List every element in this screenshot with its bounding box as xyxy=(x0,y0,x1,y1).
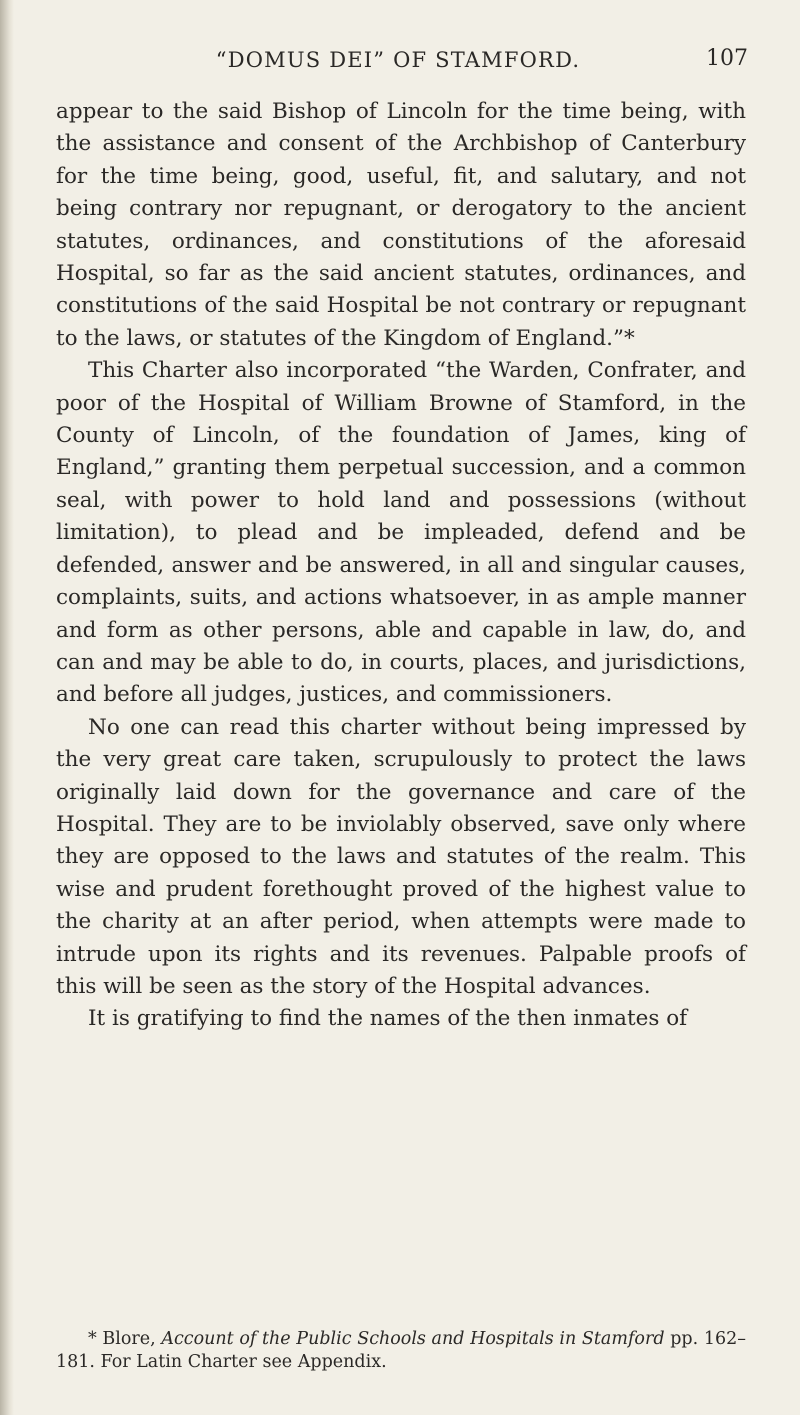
paragraph: It is gratifying to find the names of the then inmates of xyxy=(88,1006,688,1032)
footnote-title: Account of the Public Schools and Hospitals in Stamford xyxy=(161,1329,665,1349)
page-number: 107 xyxy=(706,46,748,71)
page-header xyxy=(118,44,748,84)
footnote xyxy=(56,1328,746,1374)
footnote-marker: * xyxy=(88,1329,97,1349)
body-text xyxy=(56,96,746,1036)
footnote-author: Blore, xyxy=(102,1329,156,1349)
paragraph: This Charter also incorporated “the Warden, Confrater, and poor of the Hospital of William Browne of Stamford, in the County of Lincoln, of the foundation of James, king of England,” granting them perpetual succession, and a common seal, with power to hold land and possessions (without limitation), to plead and be impleaded, defend and be defended, answer and be answered, in all and singular causes, complaints, suits, and actions whatsoever, in as ample manner and form as other persons, able and capable in law, do, and can and may be able to do, in courts, places, and jurisdictions, and before all judges, justices, and commissioners. xyxy=(56,358,746,708)
page-edge-shadow xyxy=(0,0,14,1415)
footnote-rest: pp. 162–181. For Latin Charter see Appendix. xyxy=(56,1329,746,1372)
paragraph: No one can read this charter without being impressed by the very great care taken, scrupulously to protect the laws originally laid down for the governance and care of the Hospital. They are to be inviolably observed, save only where they are opposed to the laws and statutes of the realm. This wise and prudent forethought proved of the highest value to the charity at an after period, when attempts were made to intrude upon its rights and its revenues. Palpable proofs of this will be seen as the story of the Hospital advances. xyxy=(56,714,746,999)
paragraph-continued: appear to the said Bishop of Lincoln for the time being, with the assistance and consent of the Archbishop of Canterbury for the time being, good, useful, fit, and salutary, and not being contrary nor repugnant, or derogatory to the ancient statutes, ordinances, and constitutions of the aforesaid Hospital, so far as the said ancient statutes, ordinances, and constitutions of the said Hospital be not contrary or repugnant to the laws, or statutes of the Kingdom of England.”* xyxy=(56,99,746,351)
running-head: “DOMUS DEI” OF STAMFORD. xyxy=(215,48,581,72)
